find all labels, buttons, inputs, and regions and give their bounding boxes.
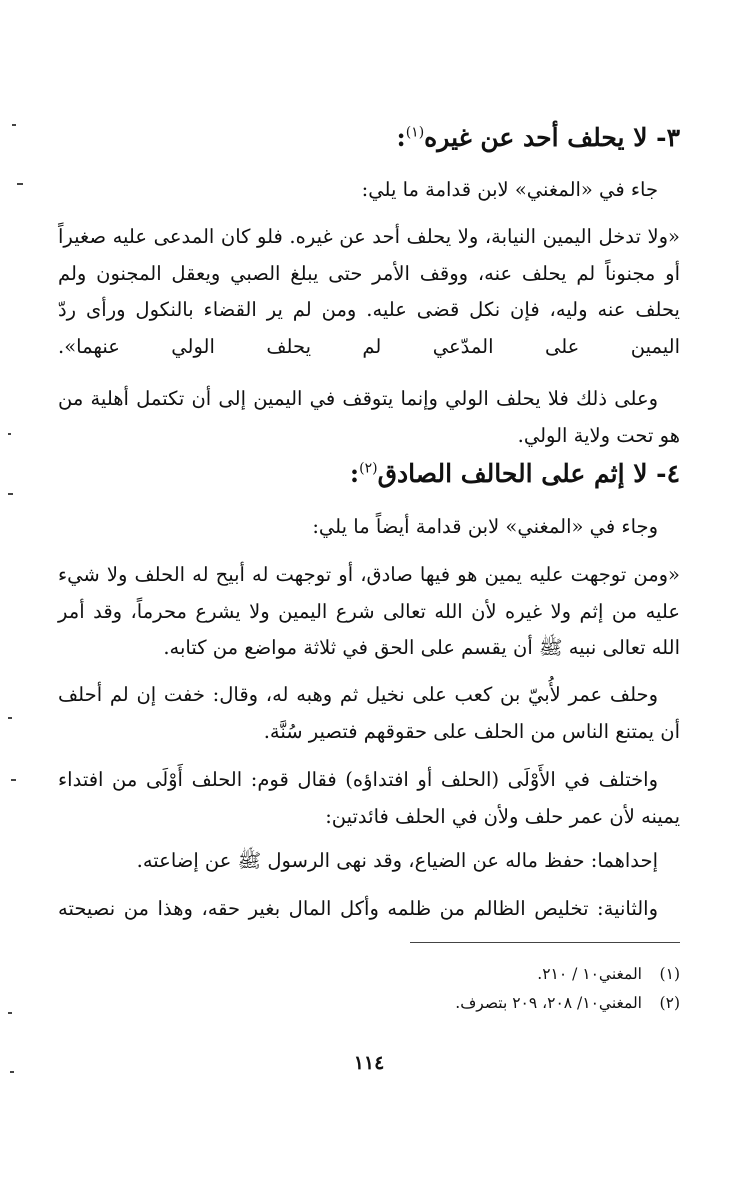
footnote-1-text: المغني١٠ / ٢١٠. [537, 965, 642, 983]
margin-mark [8, 433, 11, 435]
margin-mark [8, 493, 13, 495]
footnote-1-number: (١) [659, 965, 680, 983]
footnote-separator [410, 942, 680, 943]
heading-colon: : [396, 123, 406, 152]
book-page [58, 0, 680, 1179]
section-3-heading [58, 120, 680, 156]
footnote-1 [58, 961, 680, 987]
margin-mark [12, 124, 16, 126]
paragraph-umar: وحلف عمر لأُبيّ بن كعب على نخيل ثم وهبه له، وقال: خفت إن لم أحلف أن يمتنع الناس من الحلف على حقوقهم فتصير سُنَّة. [58, 683, 680, 743]
paragraph-second-benefit: والثانية: تخليص الظالم من ظلمه وأكل المال بغير حقه، وهذا من نصيحته [58, 897, 658, 920]
footnote-2 [58, 990, 680, 1016]
section-3-quote: «ولا تدخل اليمين النيابة، ولا يحلف أحد عن غيره. فلو كان المدعى عليه صغيراً أو مجنوناً لم يحلف عنه، ووقف الأمر حتى يبلغ الصبي ويعقل المجنون ولم يحلف عنه وليه، فإن نكل قضى عليه. ومن لم ير القضاء بالنكول ورأى ردّ اليمين على المدّعي لم يحلف الولي عنهما». [58, 225, 680, 358]
page-number: ١١٤ [353, 1052, 385, 1074]
section-3-intro: جاء في «المغني» لابن قدامة ما يلي: [361, 178, 658, 201]
footnote-2-text: المغني١٠/ ٢٠٨، ٢٠٩ بتصرف. [455, 994, 642, 1012]
footnote-ref-2[interactable]: (٢) [359, 460, 378, 477]
section-3-title: ٣- لا يحلف أحد عن غيره [424, 123, 680, 152]
section-4-title: ٤- لا إثم على الحالف الصادق [377, 459, 680, 488]
margin-mark [8, 717, 12, 719]
footnote-2-number: (٢) [659, 994, 680, 1012]
section-4-heading [58, 456, 680, 492]
section-4-intro: وجاء في «المغني» لابن قدامة أيضاً ما يلي: [312, 515, 658, 538]
paragraph-first-benefit: إحداهما: حفظ ماله عن الضياع، وقد نهى الرسول ﷺ عن إضاعته. [136, 849, 658, 872]
margin-mark [10, 1071, 14, 1073]
margin-mark [8, 1012, 12, 1014]
section-3-conclusion: وعلى ذلك فلا يحلف الولي وإنما يتوقف في اليمين إلى أن تكتمل أهلية من هو تحت ولاية الولي. [58, 387, 680, 447]
section-4-quote: «ومن توجهت عليه يمين هو فيها صادق، أو توجهت له أبيح له الحلف ولا شيء عليه من إثم ولا غيره لأن الله تعالى شرع اليمين ولا يشرع محرماً، وقد أمر الله تعالى نبيه ﷺ أن يقسم على الحق في ثلاثة مواضع من كتابه. [58, 563, 680, 659]
margin-mark [17, 183, 23, 185]
margin-mark [11, 779, 16, 781]
paragraph-ikhtilaf: واختلف في الأَوْلَى (الحلف أو افتداؤه) فقال قوم: الحلف أَوْلَى من افتداء يمينه لأن عمر حلف ولأن في الحلف فائدتين: [58, 768, 680, 828]
heading-colon: : [349, 459, 360, 488]
footnote-ref-1[interactable]: (١) [405, 124, 425, 141]
